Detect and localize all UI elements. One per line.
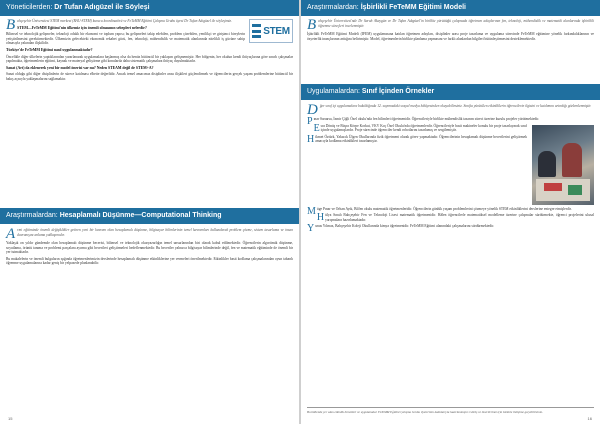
model-header-prefix: Araştırmalardan: bbox=[307, 4, 359, 11]
interview-header-title: Dr Tufan Adıgüzel ile Söyleşi bbox=[54, 4, 150, 11]
model-header bbox=[301, 0, 600, 16]
interview-intro-initial: B bbox=[6, 17, 16, 33]
teacher-4: Müge Pınar ve Orhan Ayık, Bilfen okulu matematik öğretmenleridir. Öğrencilerin günlük yaşam problemlerini çözmeye yönelik STEM etkinliklerini derslerine entegre etmişlerdir. bbox=[307, 205, 572, 217]
teacher-3: Hikmet Öztürk, Yakacık Ülgen Okullarında fizik öğretmeni olarak görev yapmaktadır. Öğrencilerinin hesaplamalı düşünme becerilerini geliştirmek amacıyla kodlama etkinlikleri tasarlamıştır. bbox=[307, 133, 527, 145]
teacher-4-initial: M bbox=[307, 205, 316, 217]
stem-logo bbox=[249, 19, 293, 43]
answer-1: Bilimsel ve teknolojik gelişmeler, teknoloji odaklı bir ekonomi ve toplum yapısı; bu gelişmeleri takip edebilen, problem çözebilen, yenilikçi ve girişimci bireylerin yetiştirilmesini gerektirmektedir. Ülkemizin gelecekteki ekonomik rekabet gücü, fen, teknoloji, mühendislik ve matematik alanlarında nitelikli iş gücüne sahip olmasıyla yakından ilişkilidir. bbox=[6, 32, 245, 46]
model-intro-initial: B bbox=[307, 17, 317, 33]
answer-2: Öncelikle diğer ülkelerin yaptıklarından yararlanarak uygulamalara başlanmış olsa da henüz bütüncül bir yaklaşım gelişmemiştir. Her bölgenin, her okulun kendi ihtiyaçlarına göre sınırlı çalışmalar yapılmakta, öğretmenlerin eğitimi, kaynak ve materyal geliştirme gibi konularda daha sistematik çalışmalara ihtiyaç duyulmaktadır. bbox=[6, 54, 293, 64]
teacher-1-initial: P bbox=[307, 116, 313, 127]
question-1: STEM—FeTeMM Eğitimi'nin ülkemiz için önemli olmasının sebepleri nelerdir? bbox=[17, 25, 147, 30]
model-section bbox=[307, 19, 594, 43]
question-2: Türkiye'de FeTeMM Eğitimi nasıl uygulanmaktadır? bbox=[6, 47, 93, 52]
practice-intro: Dğer sınıf içi uygulamalara bakıldığında 12. sayımızdaki sosyal medya hikâyesinden okuyabilirsiniz. Sınıfta yürütülen etkinliklerin öğrencilerin ilgisini ve katılımını artırdığı gözlemlenmiştir. bbox=[307, 102, 592, 118]
page-number-left: 15 bbox=[8, 416, 13, 421]
left-page bbox=[0, 0, 299, 424]
research-body-2: Bu makalelerin ve önemli bulguların ışığında öğretmenlerimizin derslerinde hesaplamalı düşünme etkinliklerine yer vermeleri önerilmektedir. Etkinlikler basit kodlama çalışmalarından oyun tabanlı öğrenme uygulamalarına kadar geniş bir yelpazede planlanabilir. bbox=[6, 256, 293, 266]
right-page bbox=[301, 0, 600, 424]
footnote-text: Bu bültende yer alan etkinlik örnekleri ve uygulamalar FeTeMM Eğitimi Çalışma Grubu üyelerinin katkılarıyla hazırlanmıştır. Görüş ve önerileriniz için bizimle iletişime geçebilirsiniz. bbox=[307, 410, 543, 414]
teacher-3-initial: H bbox=[307, 133, 315, 145]
research-header bbox=[0, 208, 299, 224]
answer-3: Sanat olduğu gibi diğer disiplinlerin de sürece katılması elbette değerlidir. Ancak temel amacımız disiplinler arası ilişkileri güçlendirmek ve öğrencilerin gerçek yaşam problemlerine bütüncül bir bakış açısıyla yaklaşmalarını sağlamaktır. bbox=[6, 72, 293, 81]
practice-header-title: Sınıf İçinden Örnekler bbox=[361, 88, 435, 95]
model-intro: Bahçeşehir Üniversitesi'nde Dr Sarah Akaygün ve Dr Tufan Adıgüzel'in birlikte yürüttüğü çalışmada öğretmen adaylarının fen, teknoloji, mühendislik ve matematik alanlarında işbirlikli öğrenme süreçleri incelenmiştir. bbox=[307, 17, 594, 33]
stem-logo-bars-icon bbox=[252, 24, 261, 38]
teacher-1: Pınar Sarıarsa, İzmir Çiğli Özel okulu'nda fen bilimleri öğretmenidir. Öğrencileriyle birlikte mühendislik tasarım süreci üzerine kurulu projeler yürütmektedir. bbox=[307, 116, 540, 127]
practice-header-prefix: Uygulamalardan: bbox=[307, 88, 360, 95]
stem-logo-word: STEM bbox=[263, 25, 290, 37]
teacher-2-initial: E bbox=[313, 122, 320, 134]
teacher-6: Yunus Yılmaz, Bahçeşehir Koleji Okullarında kimya öğretmenidir. FeTeMM Eğitimi alanındaki çalışmalarını sürdürmektedir. bbox=[307, 223, 495, 235]
model-header-title: İşbirlikli FeTeMM Eğitimi Modeli bbox=[360, 4, 466, 11]
interview-header bbox=[0, 0, 299, 16]
research-body-1: Yaklaşık on yıldır gündemde olan hesaplamalı düşünme becerisi, bilimsel ve teknolojik okuryazarlığın temel unsurlarından biri olarak kabul edilmektedir. Öğrencilerin algoritmik düşünme, soyutlama, örüntü tanıma ve problemi parçalara ayırma gibi becerileri geliştirmeleri hedeflenmektedir. Bu beceriler yalnızca bilgisayar bilimlerinde değil, fen ve matematik eğitiminde de önemli bir yer tutmaktadır. bbox=[6, 241, 293, 255]
teacher-2: Esra Dönüş ve Büşra Körpe Korkut, VKV Koç Özel Okulu'nda öğretmenlerdir. Öğrencileriyle basit makineler konulu bir proje tasarlayarak sınıf içinde uygulamışlardır. Proje sürecinde öğrenciler kendi robotlarını tasarlamış ve sergilemiştir. bbox=[313, 122, 527, 134]
interview-section bbox=[6, 19, 293, 84]
research-intro: Armi eğitiminde önemli değişiklikler getiren yeni bir kavram olan hesaplamalı düşünme, bilgisayar bilimlerinin temel kavramları kullanılarak problem çözme, sistem tasarlama ve insan davranışını anlama yaklaşımıdır. bbox=[6, 226, 293, 242]
model-body: İşbirlikli FeTeMM Eğitimi Modeli (IFEM) uygulamasına katılan öğretmen adayları, disiplinler arası proje tasarlama ve uygulama sürecinde FeTeMM eğitimine yönelik farkındalıklarının ve özyeterlik inançlarının arttığını belirtmiştir. Model, öğretmenlerin birlikte planlama yapmasını ve farklı alanlardan bilgileri bütünleştirmesini desteklemektedir. bbox=[307, 32, 594, 41]
research-header-prefix: Araştırmalardan: bbox=[6, 212, 58, 219]
practice-intro-initial: D bbox=[307, 102, 318, 118]
page-number-right: 16 bbox=[587, 416, 592, 421]
research-section bbox=[6, 228, 293, 268]
classroom-photo bbox=[532, 125, 594, 205]
interview-header-prefix: Yöneticilerden: bbox=[6, 4, 53, 11]
research-intro-initial: A bbox=[6, 226, 16, 242]
practice-section bbox=[307, 104, 594, 233]
teacher-5-initial: H bbox=[316, 212, 325, 224]
footnote bbox=[307, 407, 594, 414]
teacher-6-initial: Y bbox=[307, 223, 315, 235]
interview-intro: Bahçeşehir Üniversitesi STEM merkezi (BAU-STEM) kurucu koordinatörü ve FeTeMM Eğitimi Çalışma Grubu üyesi Dr Tufan Adıgüzel ile söyleşimiz. bbox=[6, 17, 232, 33]
research-header-title: Hesaplamalı Düşünme—Computational Thinking bbox=[59, 212, 222, 219]
practice-header bbox=[301, 84, 600, 100]
teacher-5: Hülya Sınalı Bahçeşehir Fen ve Teknoloji Lisesi matematik öğretmenidir. Hâlen öğrencilerle matematiksel modelleme üzerine çalışmalar sürdürmekte, öğrenci projelerini ulusal yarışmalara hazırlamaktadır. bbox=[316, 212, 594, 224]
question-3: Sanat (Art) da eklenerek yeni bir model önerisi var mı? Neden STEAM değil de STEM+A? bbox=[6, 65, 154, 70]
